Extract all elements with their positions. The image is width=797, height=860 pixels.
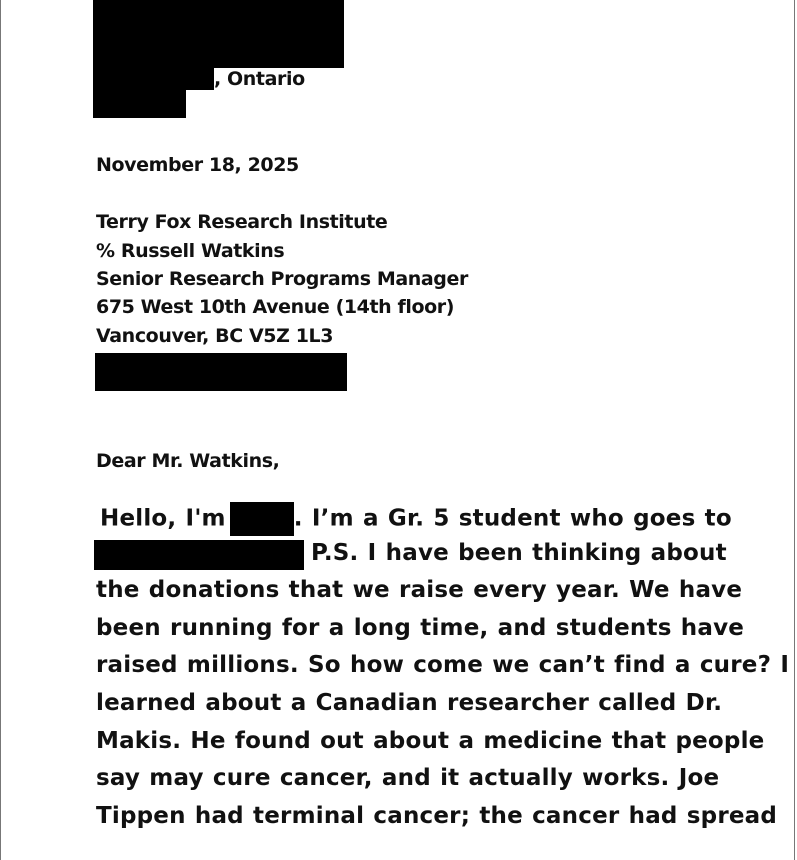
recipient-title: Senior Research Programs Manager — [96, 268, 468, 290]
body-line-1-end: . I’m a Gr. 5 student who goes to — [293, 505, 732, 532]
body-line-1 — [100, 502, 732, 536]
body-line-6: learned about a Canadian researcher called Dr. — [96, 690, 723, 716]
body-line-4: been running for a long time, and students have — [96, 615, 745, 641]
body-line-8: say may cure cancer, and it actually works. Joe — [96, 765, 720, 791]
redacted-sender-street — [93, 0, 344, 68]
sender-province: , Ontario — [214, 68, 305, 90]
letter-date: November 18, 2025 — [96, 154, 299, 176]
redacted-student-name — [230, 502, 294, 536]
redacted-sender-city — [93, 68, 214, 90]
body-line-3: the donations that we raise every year. We have — [96, 577, 743, 603]
body-line-5: raised millions. So how come we can’t find a cure? I — [96, 652, 790, 678]
body-line-2: P.S. I have been thinking about — [311, 540, 727, 566]
body-line-1-start: Hello, I'm — [100, 505, 226, 532]
recipient-care-of: % Russell Watkins — [96, 240, 285, 262]
redacted-recipient-line — [95, 353, 347, 391]
redacted-sender-postal — [93, 90, 186, 118]
body-line-7: Makis. He found out about a medicine that people — [96, 728, 765, 754]
redacted-school-name — [94, 540, 304, 570]
recipient-street: 675 West 10th Avenue (14th floor) — [96, 296, 455, 318]
recipient-city: Vancouver, BC V5Z 1L3 — [96, 325, 334, 347]
salutation: Dear Mr. Watkins, — [96, 450, 280, 472]
recipient-org: Terry Fox Research Institute — [96, 211, 388, 233]
body-line-9: Tippen had terminal cancer; the cancer had spread — [96, 803, 778, 829]
